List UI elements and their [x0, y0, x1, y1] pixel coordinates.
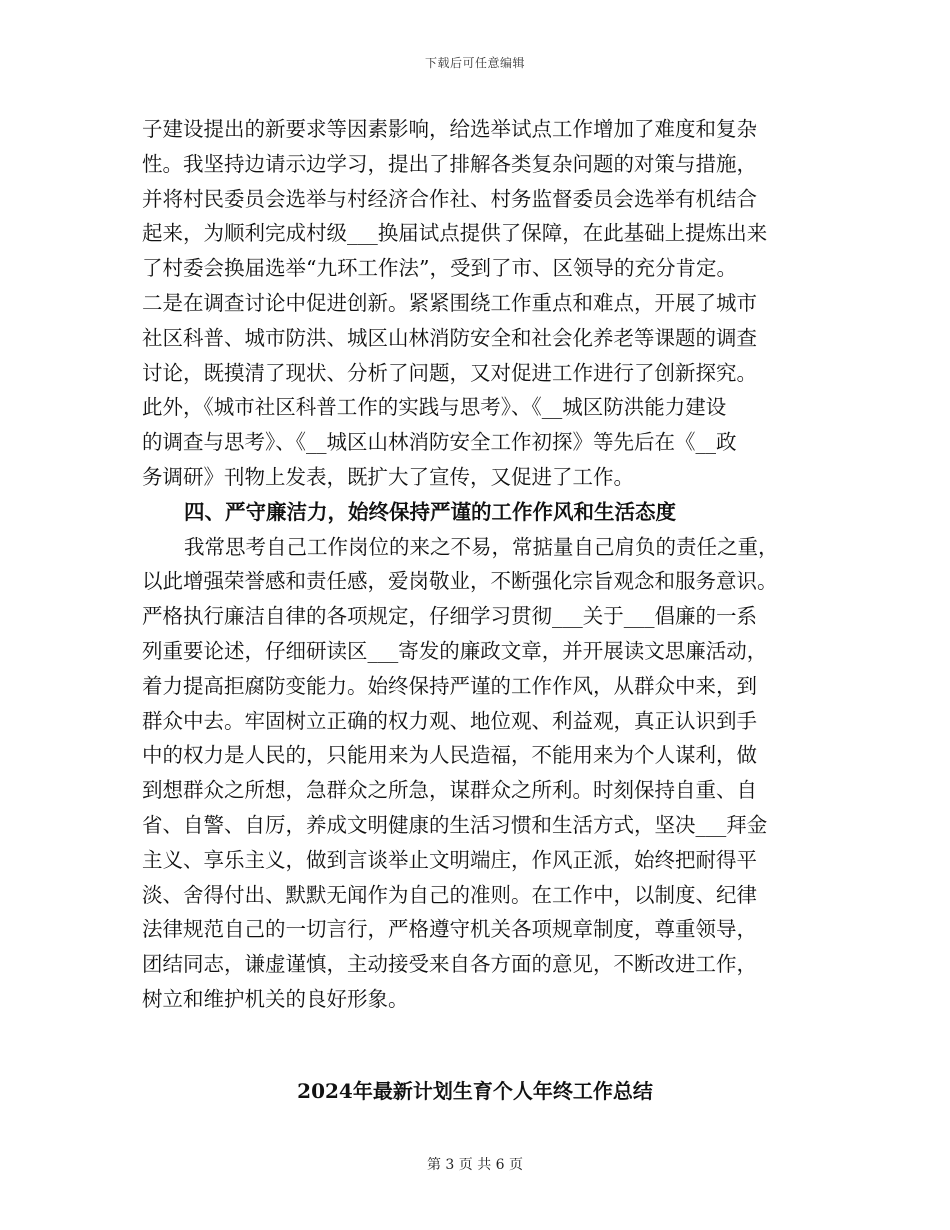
- paragraph-line: 到想群众之所想，急群众之所急，谋群众之所利。时刻保持自重、自: [142, 778, 757, 803]
- section-heading: 四、严守廉洁力，始终保持严谨的工作作风和生活态度: [184, 499, 676, 524]
- paragraph-line: 主义、享乐主义，做到言谈举止文明端庄，作风正派，始终把耐得平: [142, 847, 757, 872]
- paragraph-line: 子建设提出的新要求等因素影响，给选举试点工作增加了难度和复杂: [142, 117, 757, 141]
- paragraph-line: 起来，为顺利完成村级___换届试点提供了保障，在此基础上提炼出来: [142, 221, 768, 246]
- page-indicator: 第 3 页 共 6 页: [426, 1157, 524, 1173]
- paragraph-line: 严格执行廉洁自律的各项规定，仔细学习贯彻___关于___倡廉的一系: [142, 604, 757, 629]
- paragraph-line: 并将村民委员会选举与村经济合作社、村务监督委员会选举有机结合: [142, 186, 757, 211]
- paragraph-line: 列重要论述，仔细研读区___寄发的廉政文章，并开展读文思廉活动，: [142, 638, 768, 663]
- paragraph-line: 淡、舍得付出、默默无闻作为自己的准则。在工作中，以制度、纪律: [142, 882, 757, 907]
- paragraph-line: 性。我坚持边请示边学习，提出了排解各类复杂问题的对策与措施，: [142, 151, 757, 176]
- paragraph-line: 树立和维护机关的良好形象。: [142, 986, 409, 1011]
- paragraph-line: 以此增强荣誉感和责任感，爱岗敬业，不断强化宗旨观念和服务意识。: [142, 569, 778, 594]
- paragraph-line: 团结同志，谦虚谨慎，主动接受来自各方面的意见，不断改进工作，: [142, 952, 757, 977]
- paragraph-first-line: 我常思考自己工作岗位的来之不易，常掂量自己肩负的责任之重，: [184, 534, 779, 559]
- paragraph-line: 的调查与思考》、《__城区山林消防安全工作初探》等先后在《__政: [142, 430, 737, 455]
- section-three-tail: [142, 112, 808, 495]
- section-four-paragraph: [142, 530, 808, 1017]
- page-body: [142, 112, 808, 1017]
- paragraph-line: 此外，《城市社区科普工作的实践与思考》、《__城区防洪能力建设: [142, 395, 727, 420]
- next-document-title: 2024年最新计划生育个人年终工作总结: [297, 1079, 653, 1103]
- paragraph-line: 务调研》刊物上发表，既扩大了宣传，又促进了工作。: [142, 464, 634, 489]
- paragraph-line: 省、自警、自厉，养成文明健康的生活习惯和生活方式，坚决___拜金: [142, 812, 768, 837]
- paragraph-line: 二是在调查讨论中促进创新。紧紧围绕工作重点和难点，开展了城市: [142, 290, 757, 315]
- paragraph-line: 中的权力是人民的，只能用来为人民造福，不能用来为个人谋利，做: [142, 743, 757, 768]
- paragraph-line: 着力提高拒腐防变能力。始终保持严谨的工作作风，从群众中来，到: [142, 673, 757, 698]
- paragraph-line: 讨论，既摸清了现状、分析了问题，又对促进工作进行了创新探究。: [142, 360, 757, 385]
- paragraph-line: 群众中去。牢固树立正确的权力观、地位观、利益观，真正认识到手: [142, 708, 757, 733]
- paragraph-line: 社区科普、城市防洪、城区山林消防安全和社会化养老等课题的调查: [142, 325, 757, 350]
- paragraph-line: 了村委会换届选举“九环工作法”，受到了市、区领导的充分肯定。: [142, 256, 737, 281]
- header-note: 下载后可任意编辑: [424, 56, 525, 70]
- paragraph-line: 法律规范自己的一切言行，严格遵守机关各项规章制度，尊重领导，: [142, 917, 757, 942]
